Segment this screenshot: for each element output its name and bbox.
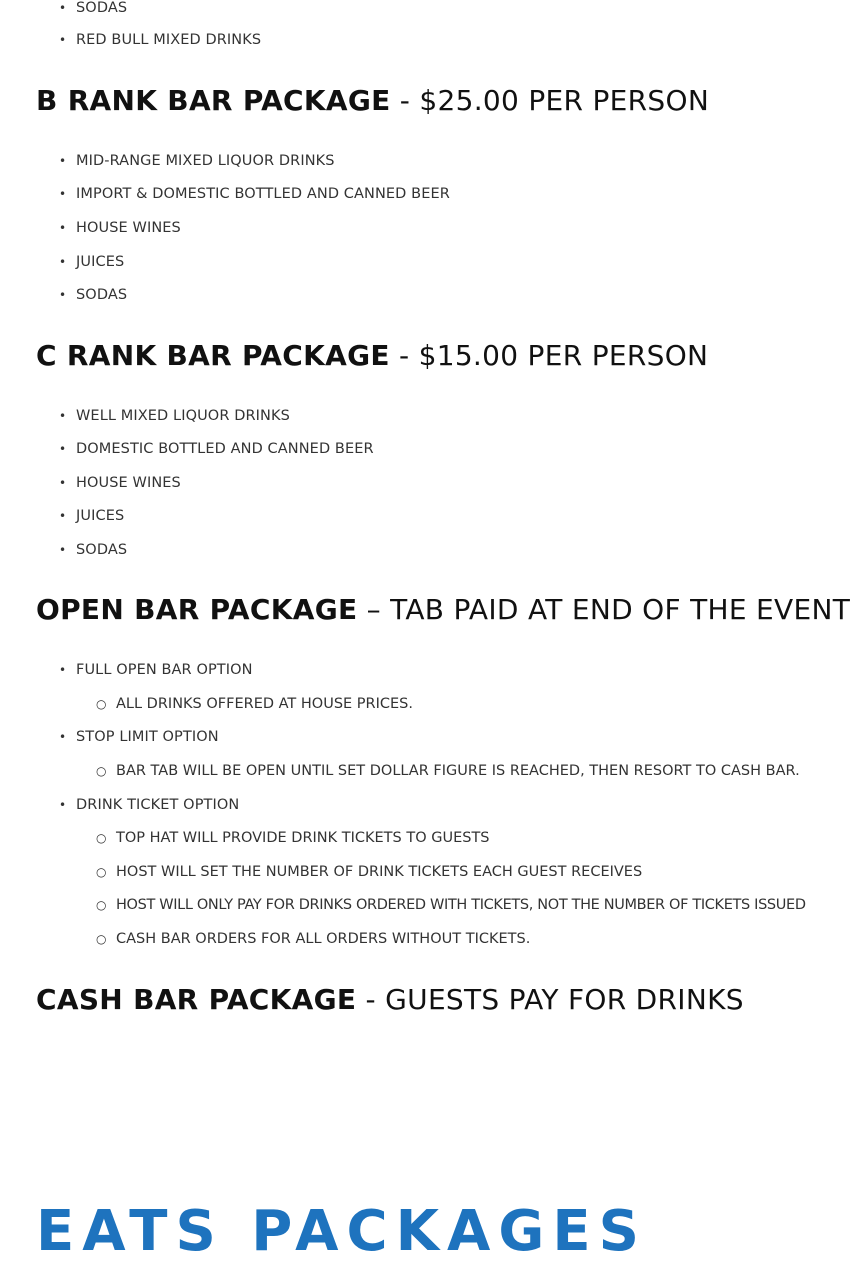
bullet-icon: • xyxy=(59,255,67,269)
open-bar-heading: OPEN BAR PACKAGE – TAB PAID AT END OF THE EVENT xyxy=(36,593,850,626)
bullet-icon: • xyxy=(59,187,67,201)
bullet-icon: • xyxy=(59,33,67,47)
option-detail: ○ HOST WILL ONLY PAY FOR DRINKS ORDERED WITH TICKETS, NOT THE NUMBER OF TICKETS ISSUED xyxy=(96,897,806,913)
option-detail: ○ HOST WILL SET THE NUMBER OF DRINK TICKETS EACH GUEST RECEIVES xyxy=(96,864,643,880)
option-item: • STOP LIMIT OPTION xyxy=(59,729,219,745)
bullet-icon: • xyxy=(59,1,67,15)
bullet-icon: • xyxy=(59,476,67,490)
bullet-icon: • xyxy=(59,798,67,812)
option-item: • FULL OPEN BAR OPTION xyxy=(59,662,253,678)
list-item: • JUICES xyxy=(59,254,125,270)
b-rank-heading: B RANK BAR PACKAGE - $25.00 PER PERSON xyxy=(36,84,710,117)
bullet-icon: • xyxy=(59,442,67,456)
bullet-icon: • xyxy=(59,154,67,168)
list-item: • SODAS xyxy=(59,287,128,303)
list-item: • HOUSE WINES xyxy=(59,475,181,491)
circle-bullet-icon: ○ xyxy=(96,831,107,845)
list-item: • SODAS xyxy=(59,542,128,558)
option-detail: ○ TOP HAT WILL PROVIDE DRINK TICKETS TO GUESTS xyxy=(96,830,490,846)
list-item: • DOMESTIC BOTTLED AND CANNED BEER xyxy=(59,441,374,457)
list-item: • SODAS xyxy=(59,0,128,16)
circle-bullet-icon: ○ xyxy=(96,697,107,711)
list-item: • WELL MIXED LIQUOR DRINKS xyxy=(59,408,290,424)
circle-bullet-icon: ○ xyxy=(96,865,107,879)
bullet-icon: • xyxy=(59,509,67,523)
eats-packages-heading: EATS PACKAGES xyxy=(36,1199,647,1264)
cash-bar-heading: CASH BAR PACKAGE - GUESTS PAY FOR DRINKS xyxy=(36,983,744,1016)
list-item: • JUICES xyxy=(59,508,125,524)
list-item: • IMPORT & DOMESTIC BOTTLED AND CANNED BEER xyxy=(59,186,450,202)
option-detail: ○ ALL DRINKS OFFERED AT HOUSE PRICES. xyxy=(96,696,413,712)
list-item: • RED BULL MIXED DRINKS xyxy=(59,32,262,48)
c-rank-heading: C RANK BAR PACKAGE - $15.00 PER PERSON xyxy=(36,339,709,372)
list-item: • MID-RANGE MIXED LIQUOR DRINKS xyxy=(59,153,335,169)
bullet-icon: • xyxy=(59,409,67,423)
bullet-icon: • xyxy=(59,730,67,744)
bullet-icon: • xyxy=(59,663,67,677)
option-item: • DRINK TICKET OPTION xyxy=(59,797,240,813)
list-item: • HOUSE WINES xyxy=(59,220,181,236)
bullet-icon: • xyxy=(59,221,67,235)
bullet-icon: • xyxy=(59,288,67,302)
option-detail: ○ CASH BAR ORDERS FOR ALL ORDERS WITHOUT TICKETS. xyxy=(96,931,531,947)
option-detail: ○ BAR TAB WILL BE OPEN UNTIL SET DOLLAR FIGURE IS REACHED, THEN RESORT TO CASH BAR. xyxy=(96,763,800,779)
circle-bullet-icon: ○ xyxy=(96,764,107,778)
bullet-icon: • xyxy=(59,543,67,557)
circle-bullet-icon: ○ xyxy=(96,932,107,946)
circle-bullet-icon: ○ xyxy=(96,898,107,912)
